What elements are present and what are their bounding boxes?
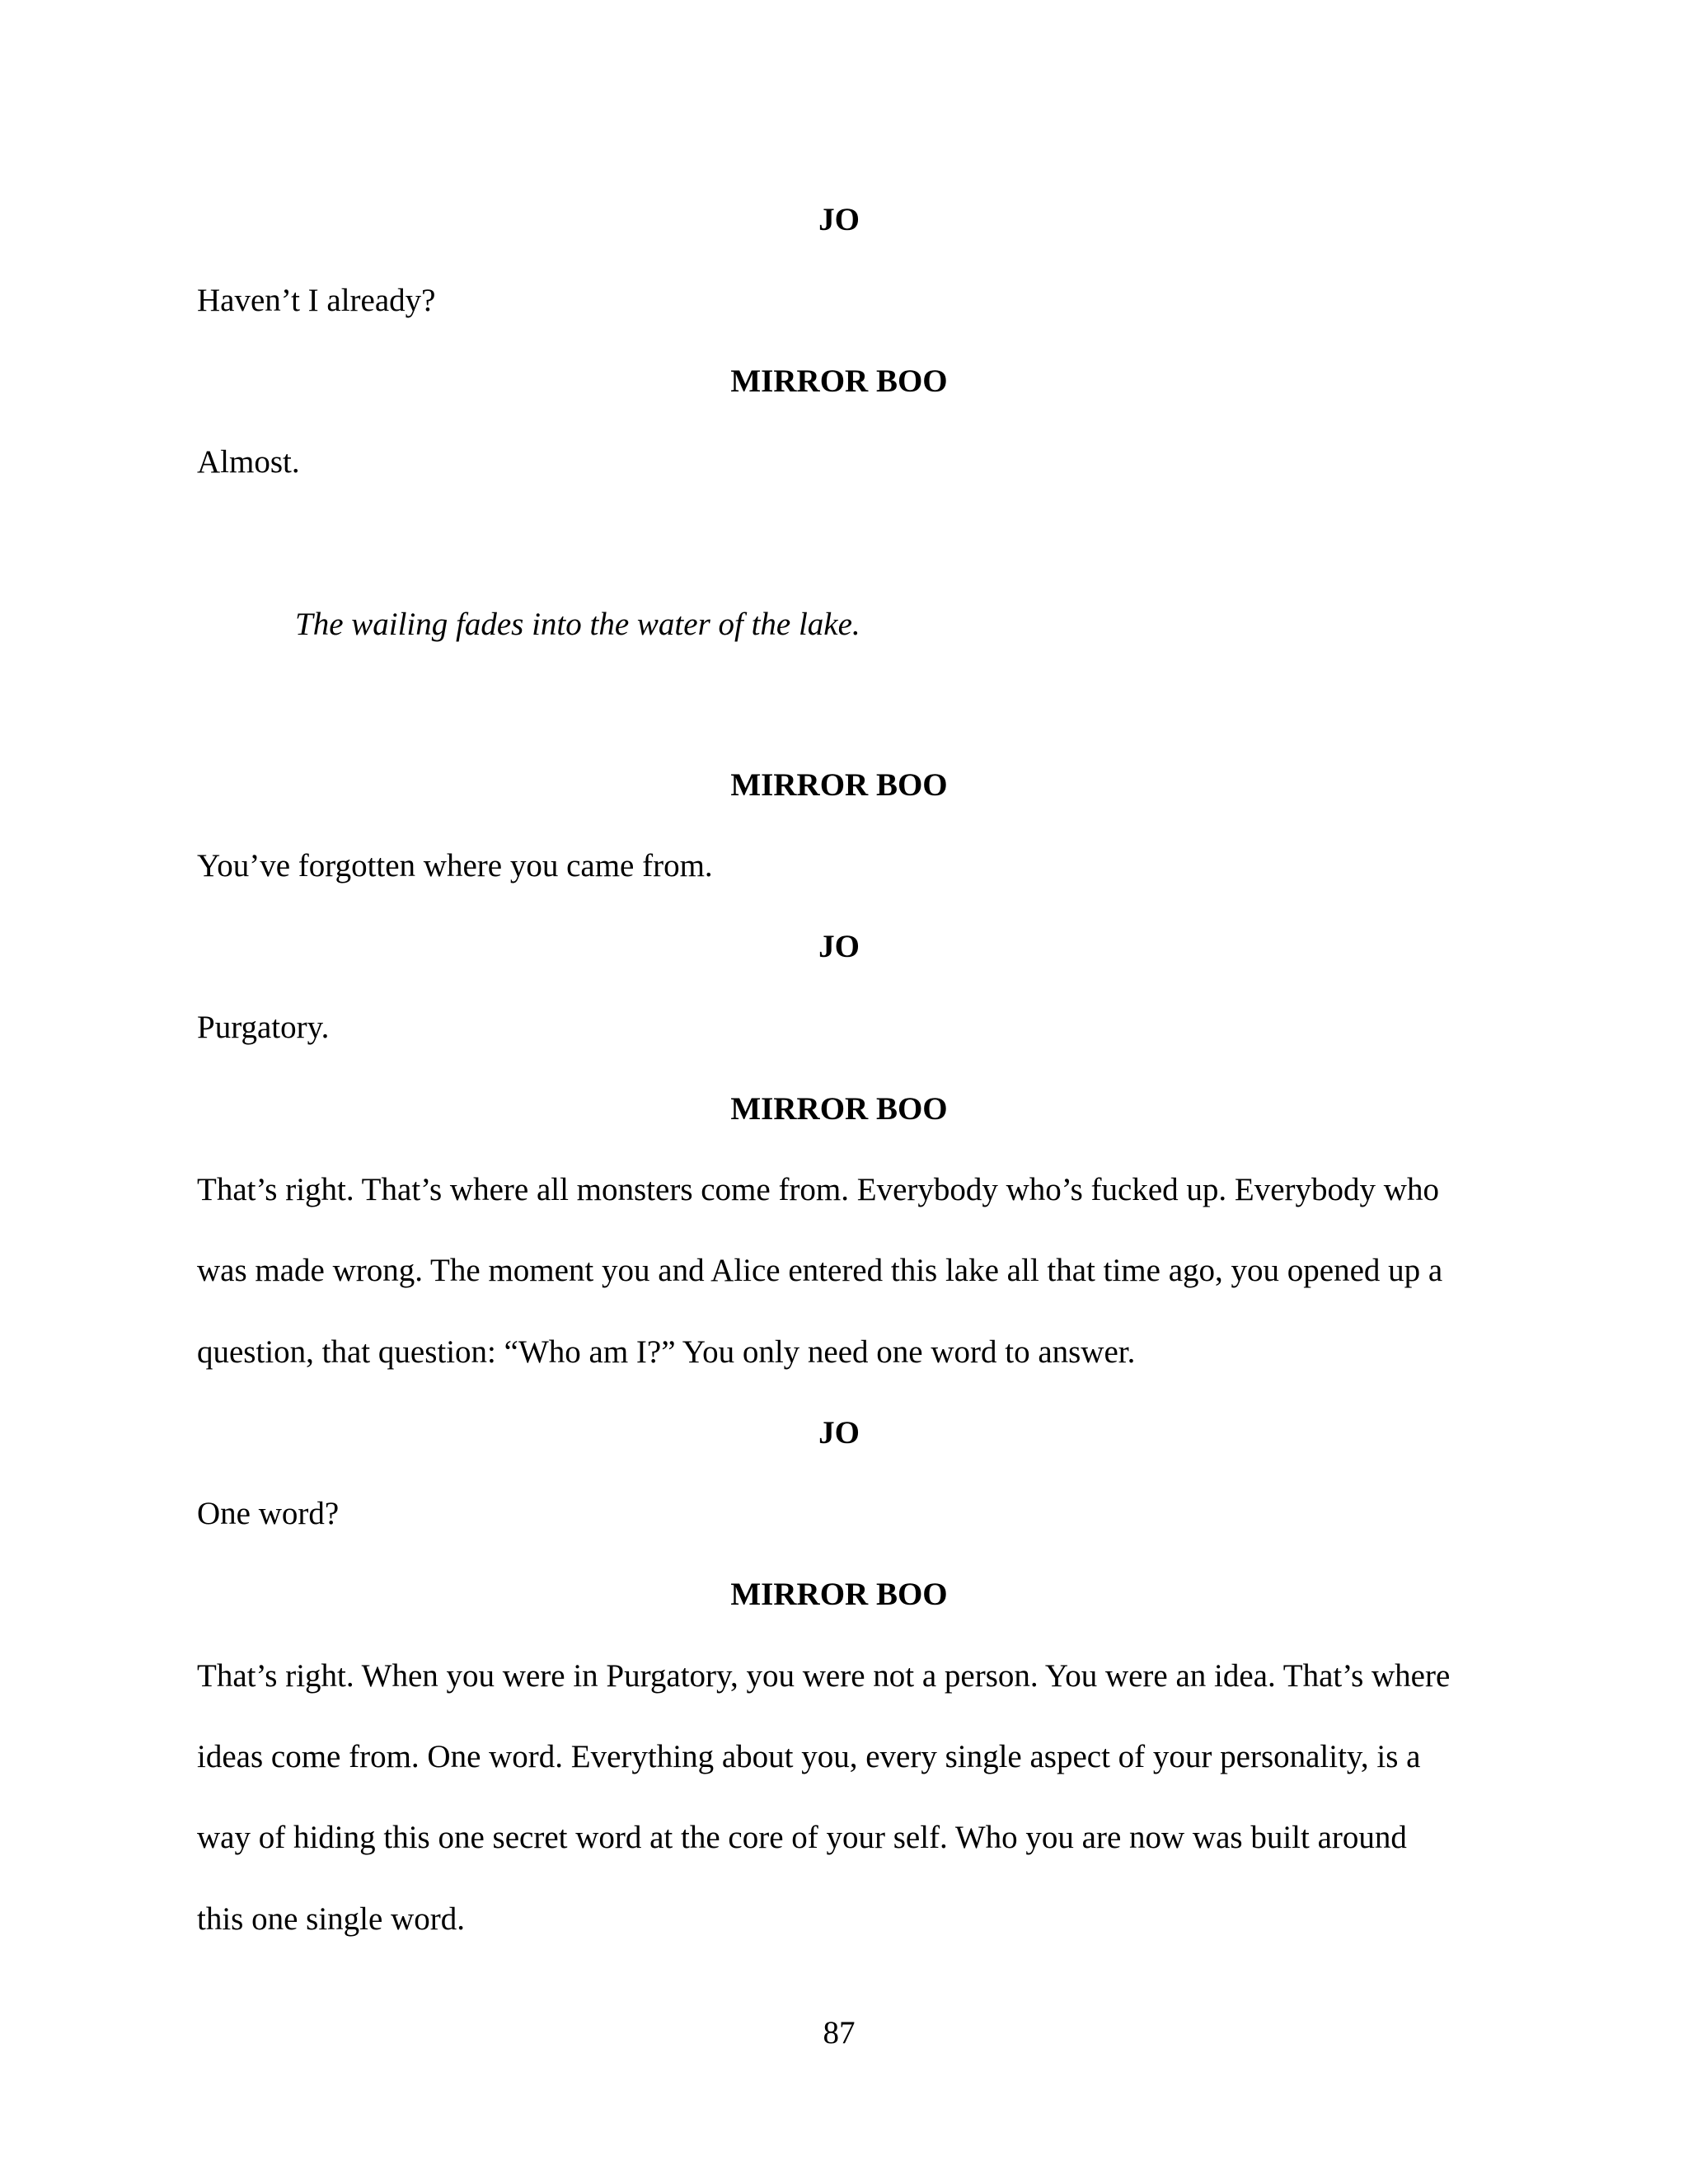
dialogue-line: You’ve forgotten where you came from. (197, 848, 713, 883)
stage-direction: The wailing fades into the water of the lake. (295, 607, 860, 642)
dialogue-line: was made wrong. The moment you and Alice entered this lake all that time ago, you opened up a (197, 1253, 1443, 1288)
speaker-name: JO (818, 929, 860, 964)
speaker-name: MIRROR BOO (730, 1577, 948, 1612)
dialogue-line: That’s right. When you were in Purgatory, you were not a person. You were an idea. That’s where (197, 1658, 1451, 1694)
speaker-name: JO (818, 1415, 860, 1451)
dialogue-line: Purgatory. (197, 1010, 330, 1045)
dialogue-line: question, that question: “Who am I?” You only need one word to answer. (197, 1334, 1136, 1370)
speaker-name: JO (818, 202, 860, 237)
dialogue-line: Almost. (197, 444, 300, 480)
dialogue-line: ideas come from. One word. Everything about you, every single aspect of your personality, is a (197, 1739, 1421, 1774)
page-number: 87 (823, 2015, 856, 2050)
speaker-name: MIRROR BOO (730, 767, 948, 803)
dialogue-line: way of hiding this one secret word at the core of your self. Who you are now was built around (197, 1820, 1407, 1855)
dialogue-line: this one single word. (197, 1901, 465, 1937)
speaker-name: MIRROR BOO (730, 1091, 948, 1127)
dialogue-line: Haven’t I already? (197, 283, 436, 318)
dialogue-line: One word? (197, 1496, 340, 1531)
dialogue-line: That’s right. That’s where all monsters come from. Everybody who’s fucked up. Everybody who (197, 1172, 1439, 1207)
speaker-name: MIRROR BOO (730, 363, 948, 399)
